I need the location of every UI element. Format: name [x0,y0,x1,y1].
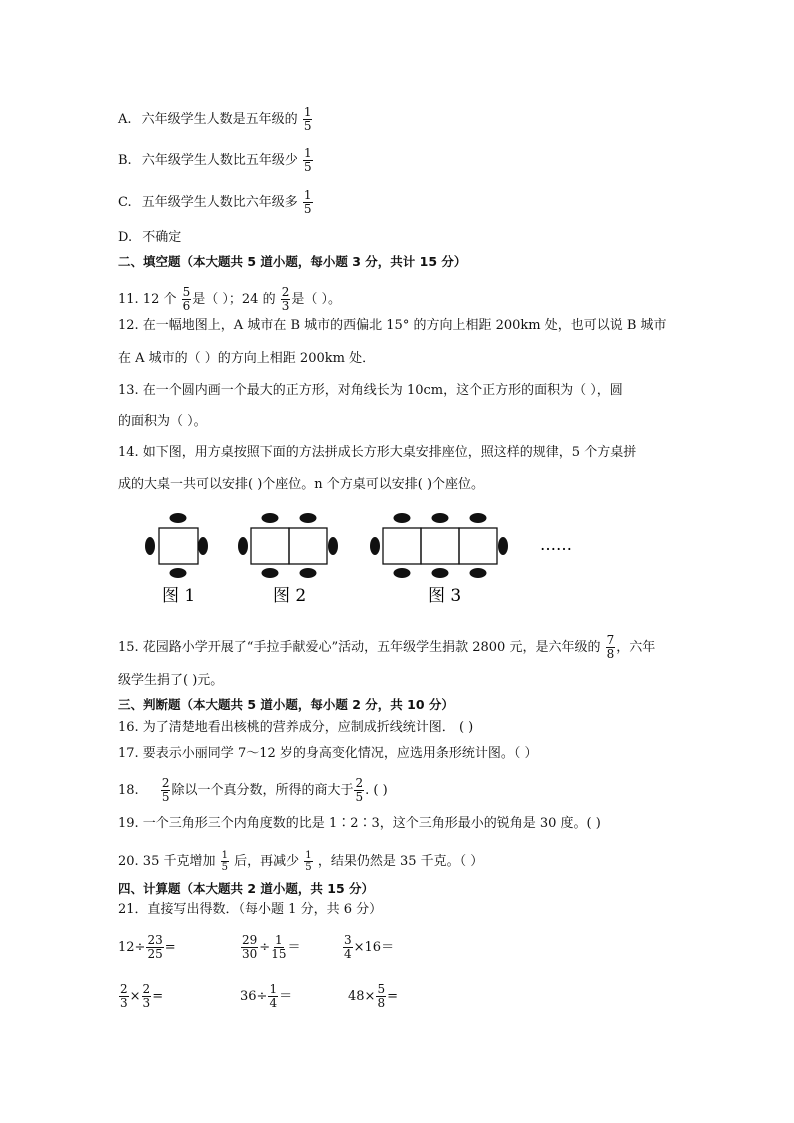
question-13-line-1: 13. 在一个圆内画一个最大的正方形，对角线长为 10cm，这个正方形的面积为（ ），圆 [118,383,623,398]
option-label: A. [118,112,132,127]
seat [145,537,155,555]
seat [262,513,279,523]
seat [170,513,187,523]
q18-number: 18. [118,783,139,798]
question-20 [118,850,483,873]
seat [394,513,411,523]
calc-item-1: 12÷ $\frac{23}{25}$ = [118,933,176,961]
fraction: $\frac{5}{8}$ [377,982,386,1010]
question-19: 19. 一个三角形三个内角度数的比是 1∶2∶3，这个三角形最小的锐角是 30 度。( ) [118,816,601,831]
option-a [118,106,313,133]
fraction: $\frac{5}{6}$ [182,285,191,313]
calc-item-3: $\frac{3}{4}$ ×16＝ [344,933,395,961]
seat [300,568,317,578]
fraction: $\frac{1}{4}$ [269,982,278,1010]
option-text: 五年级学生人数比六年级多 [141,195,298,210]
question-21: 21．直接写出得数．（每小题 1 分，共 6 分） [118,902,383,917]
square-table [459,528,497,564]
seat [370,537,380,555]
option-text: 不确定 [142,230,182,245]
section-heading-judgment: 三、判断题（本大题共 5 道小题，每小题 2 分，共 10 分） [118,697,454,712]
question-15-line-2: 级学生捐了( )元。 [118,673,224,688]
fraction: $\frac{2}{3}$ [120,982,128,1010]
seat [498,537,508,555]
question-14-line-1: 14. 如下图，用方桌按照下面的方法拼成长方形大桌安排座位，照这样的规律，5 个方桌拼 [118,445,637,460]
fraction: $\frac{1}{5}$ [303,146,312,174]
fraction: $\frac{1}{5}$ [305,850,312,873]
question-18 [118,777,388,804]
option-d [118,229,181,247]
square-table [383,528,421,564]
fraction: $\frac{29}{30}$ [242,933,258,961]
figure-label-2: 图 2 [273,586,307,606]
seat [238,537,248,555]
q11-text-c: 是（ ）。 [291,292,341,307]
question-12-line-2: 在 A 城市的（ ）的方向上相距 200km 处． [118,351,376,366]
fraction: $\frac{1}{5}$ [303,105,312,133]
seat [328,537,338,555]
seat [262,568,279,578]
seat [170,568,187,578]
option-c [118,189,314,216]
q11-text-b: 是（ ）；24 的 [192,292,276,307]
question-13-line-2: 的面积为（ ）。 [118,414,207,429]
fraction: $\frac{2}{5}$ [161,776,170,804]
seat [470,568,487,578]
seat [300,513,317,523]
option-label: D. [118,230,133,245]
square-table [159,528,198,564]
fraction: $\frac{2}{3}$ [142,982,151,1010]
question-14-line-2: 成的大桌一共可以安排( )个座位。n 个方桌可以安排( )个座位。 [118,477,485,492]
q11-text-a: 11. 12 个 [118,292,177,307]
option-label: C. [118,195,132,210]
section-heading-calculation: 四、计算题（本大题共 2 道小题，共 15 分） [118,881,375,896]
option-label: B. [118,153,132,168]
q20-text-b: 后，再减少 [234,854,300,869]
seat [432,568,449,578]
square-table [421,528,459,564]
seat [470,513,487,523]
question-12-line-1: 12. 在一幅地图上，A 城市在 B 城市的西偏北 15° 的方向上相距 200km 处，也可以说 B 城市 [118,318,667,333]
question-16: 16. 为了清楚地看出核桃的营养成分，应制成折线统计图． ( ) [118,720,474,735]
seat [198,537,208,555]
fraction: $\frac{23}{25}$ [147,933,163,961]
table-seating-figure [140,508,600,608]
calc-item-2: $\frac{29}{30}$ ÷ $\frac{1}{15}$ ＝ [242,933,301,961]
option-text: 六年级学生人数是五年级的 [141,112,298,127]
fraction: $\frac{7}{8}$ [606,633,615,661]
fraction: $\frac{2}{3}$ [281,285,290,313]
square-table [251,528,289,564]
seat [394,568,411,578]
figure-label-3: 图 3 [428,586,462,606]
question-11 [118,286,341,313]
figure-label-1: 图 1 [162,586,196,606]
fraction: $\frac{3}{4}$ [344,933,352,961]
calc-item-5: 36÷ $\frac{1}{4}$ ＝ [240,982,293,1010]
section-heading-fill-blank: 二、填空题（本大题共 5 道小题，每小题 3 分，共计 15 分） [118,254,467,269]
option-b [118,147,314,174]
fraction: $\frac{1}{5}$ [221,850,228,873]
q20-text-a: 20. 35 千克增加 [118,854,216,869]
q15-text-b: ，六年 [616,640,656,655]
q18-text-b: . ( ) [365,783,388,798]
ellipsis: …… [540,535,572,554]
q15-text-a: 15. 花园路小学开展了“手拉手献爱心”活动，五年级学生捐款 2800 元，是六年级的 [118,640,601,655]
q18-text-a: 除以一个真分数，所得的商大于 [171,783,354,798]
q20-text-c: ，结果仍然是 35 千克。（ ） [317,854,484,869]
square-table [289,528,327,564]
fraction: $\frac{1}{5}$ [303,188,312,216]
calc-item-4: $\frac{2}{3}$ × $\frac{2}{3}$ = [120,982,164,1010]
calc-item-6: 48× $\frac{5}{8}$ = [348,982,398,1010]
question-15-line-1 [118,634,655,661]
fraction: $\frac{2}{5}$ [355,776,364,804]
fraction: $\frac{1}{15}$ [271,933,287,961]
seat [432,513,449,523]
option-text: 六年级学生人数比五年级少 [141,153,298,168]
question-17: 17. 要表示小丽同学 7～12 岁的身高变化情况，应选用条形统计图。（ ） [118,746,538,761]
